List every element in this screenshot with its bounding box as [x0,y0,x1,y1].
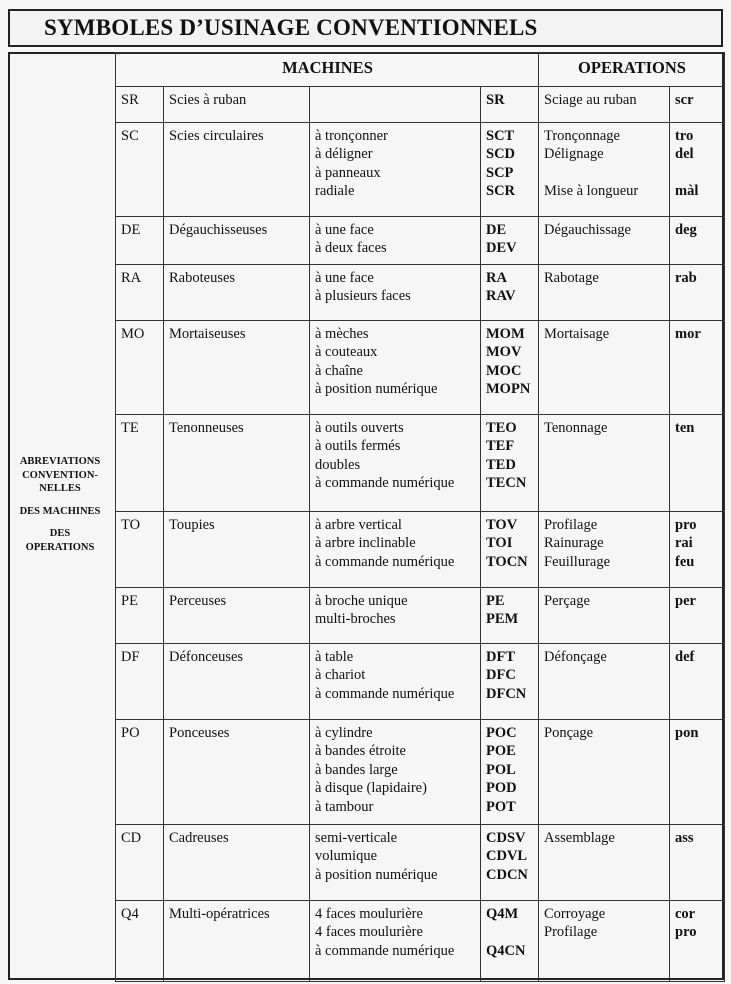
cell-line: Sciage au ruban [544,92,637,108]
cell-line: rai [675,535,693,552]
cell-line: per [675,593,696,609]
operation-codes-cell [670,825,725,901]
machine-symbols-cell [481,644,539,720]
machine-symbols-cell [481,217,539,265]
operations-cell [539,588,670,644]
cell-line: scr [675,92,694,108]
operation-codes-cell [670,512,725,588]
machine-symbols-cell [481,825,539,901]
side-label-line: DES MACHINES [19,505,101,517]
table-row [116,123,725,217]
cell-line: TEO [486,420,517,436]
cell-line: à plusieurs faces [315,288,411,305]
cell-line: à commande numérique [315,685,455,702]
cell-line: POD [486,780,517,797]
cell-line: à commande numérique [315,475,455,492]
side-label-line: DES [49,528,71,539]
cell-line: à outils fermés [315,438,401,455]
cell-line [315,91,476,109]
operations-cell [539,415,670,512]
cell-line: DFCN [486,685,527,702]
machine-symbols-cell [481,265,539,321]
operation-codes-cell [670,217,725,265]
cell-line: ten [675,420,695,436]
cell-line: CDVL [486,848,528,865]
cell-line: rab [675,270,697,286]
machine-name-cell: Tenonneuses [164,415,310,512]
cell-line: à cylindre [315,725,373,741]
operation-codes-cell [670,644,725,720]
cell-line: TEF [486,438,515,455]
cell-line: SCD [486,146,516,163]
operations-cell [539,217,670,265]
cell-line: PEM [486,611,519,628]
cell-line: à chariot [315,667,366,684]
machine-types-cell [310,415,481,512]
operations-cell [539,123,670,217]
machine-types-cell [310,720,481,825]
cell-line: Corroyage [544,906,606,922]
cell-line: Tronçonnage [544,128,620,144]
cell-line: à arbre vertical [315,517,402,533]
machine-code-cell: CD [116,825,164,901]
cell-line: Défonçage [544,649,607,665]
cell-line: deg [675,222,697,238]
operation-codes-cell [670,87,725,123]
cell-line: Perçage [544,593,590,609]
machine-code-cell: Q4 [116,901,164,982]
cell-line: à bandes étroite [315,743,406,760]
machine-code-cell: MO [116,321,164,415]
cell-line: pro [675,924,697,941]
table-header-row [116,53,725,87]
operation-codes-cell [670,588,725,644]
cell-line: à tambour [315,798,374,815]
cell-line: à disque (lapidaire) [315,780,427,797]
machine-symbols-cell [481,720,539,825]
cell-line: def [675,649,695,665]
machine-name-cell: Raboteuses [164,265,310,321]
operations-cell [539,901,670,982]
cell-line: pon [675,725,699,741]
cell-line: pro [675,517,697,533]
cell-line: semi-verticale [315,830,398,846]
cell-line: CDCN [486,866,528,883]
cell-line: à arbre inclinable [315,535,416,552]
machine-types-cell [310,512,481,588]
machine-code-cell: PE [116,588,164,644]
machine-types-cell [310,217,481,265]
cell-line: Rabotage [544,270,599,286]
cell-line: SCR [486,183,516,200]
cell-line: Profilage [544,924,598,941]
side-label-line: NELLES [39,483,81,494]
operations-header: OPERATIONS [539,53,725,87]
cell-line: mor [675,326,701,342]
operations-cell [539,321,670,415]
cell-line: màl [675,183,699,200]
page-title: SYMBOLES D’USINAGE CONVENTIONNELS [8,9,723,47]
cell-line [486,923,534,941]
machine-symbols-cell [481,512,539,588]
machine-types-cell [310,588,481,644]
machine-symbols-cell [481,321,539,415]
cell-line: DFT [486,649,515,665]
cell-line: feu [675,553,695,570]
cell-line: SCP [486,164,514,181]
machine-types-cell [310,825,481,901]
cell-line: radiale [315,183,355,200]
table-row [116,720,725,825]
cell-line: à panneaux [315,164,381,181]
operation-codes-cell [670,321,725,415]
table-row [116,87,725,123]
machines-header: MACHINES [116,53,539,87]
table-row [116,321,725,415]
cell-line: POC [486,725,517,741]
cell-line: à deux faces [315,240,387,257]
cell-line: DFC [486,667,516,684]
operation-codes-cell [670,123,725,217]
cell-line: TOI [486,535,513,552]
machine-code-cell: SR [116,87,164,123]
machine-code-cell: TE [116,415,164,512]
machine-code-cell: RA [116,265,164,321]
cell-line: à chaîne [315,362,363,379]
cell-line: Profilage [544,517,598,533]
cell-line: SCT [486,128,515,144]
cell-line: à position numérique [315,866,438,883]
machine-code-cell: DF [116,644,164,720]
cell-line: à broche unique [315,593,408,609]
symbols-table [115,52,725,982]
cell-line: ass [675,830,694,846]
cell-line: 4 faces moulurière [315,906,423,922]
cell-line: Feuillurage [544,553,611,570]
machine-types-cell [310,265,481,321]
cell-line: à mèches [315,326,369,342]
machine-name-cell: Ponceuses [164,720,310,825]
machine-symbols-cell [481,87,539,123]
cell-line: Délignage [544,146,604,163]
machine-name-cell: Perceuses [164,588,310,644]
machine-name-cell: Scies circulaires [164,123,310,217]
cell-line: Ponçage [544,725,594,741]
machine-name-cell: Toupies [164,512,310,588]
cell-line: à position numérique [315,381,438,398]
cell-line: Tenonnage [544,420,608,436]
cell-line: à commande numérique [315,942,455,959]
machine-types-cell [310,123,481,217]
operation-codes-cell [670,415,725,512]
cell-line: Mise à longueur [544,183,639,200]
cell-line: CDSV [486,830,526,846]
cell-line: Q4CN [486,942,526,959]
cell-line: MOM [486,326,525,342]
side-label-line: CONVENTION- [22,469,98,481]
machine-types-cell [310,644,481,720]
cell-line: RAV [486,288,516,305]
cell-line: DEV [486,240,517,257]
table-row [116,901,725,982]
operations-cell [539,825,670,901]
machine-name-cell: Défonceuses [164,644,310,720]
cell-line: TOCN [486,553,528,570]
machine-name-cell: Cadreuses [164,825,310,901]
operations-cell [539,265,670,321]
cell-line: DE [486,222,507,238]
cell-line: MOC [486,362,522,379]
cell-line: RA [486,270,507,286]
table-row [116,644,725,720]
cell-line: à commande numérique [315,553,455,570]
cell-line: PE [486,593,505,609]
cell-line: TECN [486,475,527,492]
cell-line: del [675,146,694,163]
cell-line: POL [486,761,516,778]
table-row [116,512,725,588]
machine-name-cell: Multi-opératrices [164,901,310,982]
cell-line: tro [675,128,694,144]
cell-line [675,164,720,182]
cell-line: cor [675,906,696,922]
cell-line: Dégauchissage [544,222,631,238]
operations-cell [539,87,670,123]
machine-symbols-cell [481,123,539,217]
cell-line: multi-broches [315,611,396,628]
cell-line: SR [486,92,505,108]
table-row [116,265,725,321]
machine-symbols-cell [481,415,539,512]
cell-line: à une face [315,222,374,238]
side-label-line: ABREVIATIONS [19,456,101,467]
cell-line: doubles [315,456,361,473]
cell-line [544,164,665,182]
cell-line: à déligner [315,146,373,163]
machine-code-cell: SC [116,123,164,217]
machine-symbols-cell [481,901,539,982]
machine-name-cell: Mortaiseuses [164,321,310,415]
cell-line: volumique [315,848,378,865]
table-row [116,825,725,901]
machine-name-cell: Dégauchisseuses [164,217,310,265]
cell-line: à outils ouverts [315,420,404,436]
machine-types-cell [310,901,481,982]
cell-line: à une face [315,270,374,286]
machine-types-cell [310,87,481,123]
operations-cell [539,720,670,825]
cell-line: à couteaux [315,344,378,361]
operations-cell [539,512,670,588]
table-row [116,588,725,644]
cell-line: à tronçonner [315,128,388,144]
cell-line: Assemblage [544,830,615,846]
machine-types-cell [310,321,481,415]
cell-line: Mortaisage [544,326,610,342]
cell-line: MOPN [486,381,531,398]
cell-line: à table [315,649,354,665]
cell-line: TED [486,456,516,473]
machine-name-cell: Scies à ruban [164,87,310,123]
operations-cell [539,644,670,720]
side-label-line: OPERATIONS [25,541,95,553]
cell-line: 4 faces moulurière [315,924,423,941]
table-row [116,415,725,512]
operation-codes-cell [670,720,725,825]
machine-code-cell: TO [116,512,164,588]
machine-code-cell: PO [116,720,164,825]
cell-line: POT [486,798,516,815]
machine-code-cell: DE [116,217,164,265]
operation-codes-cell [670,265,725,321]
cell-line: Q4M [486,906,519,922]
operation-codes-cell [670,901,725,982]
cell-line: TOV [486,517,518,533]
table-row [116,217,725,265]
cell-line: Rainurage [544,535,604,552]
cell-line: POE [486,743,516,760]
machine-symbols-cell [481,588,539,644]
cell-line: MOV [486,344,522,361]
side-label [10,455,110,554]
cell-line: à bandes large [315,761,398,778]
